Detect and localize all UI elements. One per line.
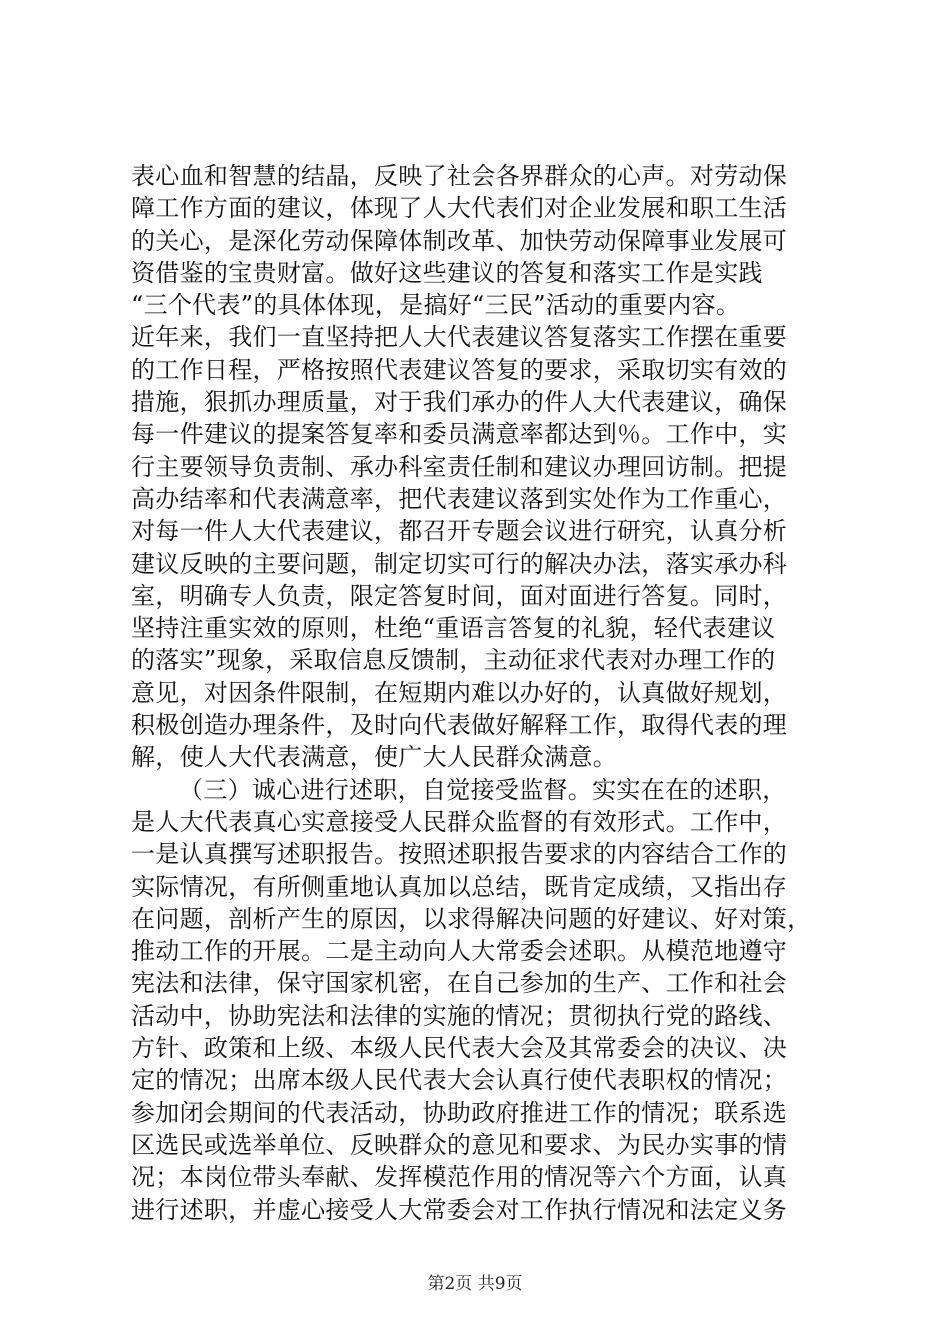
text-line: 的工作日程，严格按照代表建议答复的要求，采取切实有效的: [131, 355, 788, 384]
page-number-footer: 第2页 共9页: [427, 1274, 523, 1294]
text-line: 方针、政策和上级、本级人民代表大会及其常委会的决议、决: [131, 1034, 788, 1063]
text-line: 坚持注重实效的原则，杜绝“重语言答复的礼貌，轻代表建议: [131, 614, 776, 643]
text-line: “三个代表”的具体体现，是搞好“三民”活动的重要内容。: [131, 291, 741, 320]
text-line: 在问题，剖析产生的原因，以求得解决问题的好建议、好对策，: [131, 904, 812, 933]
text-line: 行主要领导负责制、承办科室责任制和建议办理回访制。把提: [131, 452, 788, 481]
text-line: 室，明确专人负责，限定答复时间，面对面进行答复。同时，: [131, 581, 788, 610]
text-line: 一是认真撰写述职报告。按照述职报告要求的内容结合工作的: [131, 840, 788, 869]
text-line: 的落实”现象，采取信息反馈制，主动征求代表对办理工作的: [131, 646, 776, 675]
text-line: 积极创造办理条件，及时向代表做好解释工作，取得代表的理: [131, 711, 788, 740]
text-line: 实际情况，有所侧重地认真加以总结，既肯定成绩，又指出存: [131, 872, 788, 901]
text-line: 参加闭会期间的代表活动，协助政府推进工作的情况；联系选: [131, 1098, 788, 1127]
text-line: 解，使人大代表满意，使广大人民群众满意。: [131, 743, 617, 772]
text-line: 活动中，协助宪法和法律的实施的情况；贯彻执行党的路线、: [131, 1001, 788, 1030]
text-line: 定的情况；出席本级人民代表大会认真行使代表职权的情况；: [131, 1066, 788, 1095]
text-line: 表心血和智慧的结晶，反映了社会各界群众的心声。对劳动保: [131, 162, 788, 190]
text-line: 高办结率和代表满意率，把代表建议落到实处作为工作重心，: [131, 484, 788, 513]
text-line: 近年来，我们一直坚持把人大代表建议答复落实工作摆在重要: [131, 323, 788, 352]
text-line: 障工作方面的建议，体现了人大代表们对企业发展和职工生活: [131, 194, 788, 223]
text-line: 推动工作的开展。二是主动向人大常委会述职。从模范地遵守: [131, 937, 788, 966]
text-line: 进行述职，并虚心接受人大常委会对工作执行情况和法定义务: [131, 1195, 788, 1224]
text-line: 的关心，是深化劳动保障体制改革、加快劳动保障事业发展可: [131, 226, 788, 255]
text-line: 资借鉴的宝贵财富。做好这些建议的答复和落实工作是实践: [131, 258, 763, 287]
body-text: [131, 160, 831, 1226]
text-line: 对每一件人大代表建议，都召开专题会议进行研究，认真分析: [131, 517, 788, 546]
text-line: 是人大代表真心实意接受人民群众监督的有效形式。工作中，: [131, 807, 788, 836]
text-line: 区选民或选举单位、反映群众的意见和要求、为民办实事的情: [131, 1130, 788, 1159]
text-line: 建议反映的主要问题，制定切实可行的解决办法，落实承办科: [131, 549, 788, 578]
text-line: 每一件建议的提案答复率和委员满意率都达到％。工作中，实: [131, 420, 788, 449]
text-line: 意见，对因条件限制，在短期内难以办好的，认真做好规划，: [131, 678, 788, 707]
text-line: 宪法和法律，保守国家机密，在自己参加的生产、工作和社会: [131, 969, 788, 998]
text-line: 况；本岗位带头奉献、发挥模范作用的情况等六个方面，认真: [131, 1163, 788, 1192]
text-line: 措施，狠抓办理质量，对于我们承办的件人大代表建议，确保: [131, 388, 788, 417]
paragraph-heading-line: （三）诚心进行述职，自觉接受监督。实实在在的述职，: [179, 775, 787, 804]
